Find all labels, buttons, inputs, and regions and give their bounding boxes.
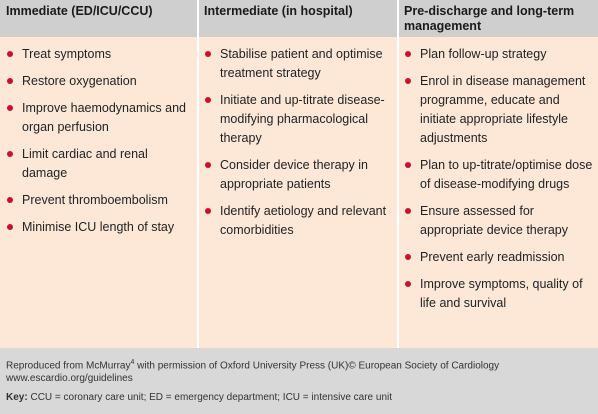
header-intermediate: Intermediate (in hospital) xyxy=(204,4,353,18)
table-footer xyxy=(0,348,598,414)
goal-list-item xyxy=(198,91,398,148)
abbreviation-key: Key: CCU = coronary care unit; ED = emergency department; ICU = intensive care unit xyxy=(6,392,393,404)
bullet-icon xyxy=(7,151,13,157)
bullet-icon xyxy=(205,51,211,57)
goal-text: Plan to up-titrate/optimise dose of disease-modifying drugs xyxy=(420,158,593,191)
column-intermediate xyxy=(198,37,398,348)
column-long-term xyxy=(398,37,598,348)
goal-text: Improve symptoms, quality of life and survival xyxy=(420,277,583,310)
bullet-icon xyxy=(7,224,13,230)
goal-list-item xyxy=(398,202,598,240)
bullet-icon xyxy=(7,78,13,84)
bullet-icon xyxy=(205,97,211,103)
table-body-row xyxy=(0,37,598,348)
goal-list-item xyxy=(0,99,198,137)
header-long-term: Pre-discharge and long-term management xyxy=(404,4,575,33)
header-immediate: Immediate (ED/ICU/CCU) xyxy=(6,4,153,18)
goal-list-item xyxy=(0,191,198,210)
goal-text: Prevent early readmission xyxy=(420,250,565,264)
goal-list-item xyxy=(198,156,398,194)
goal-text: Restore oxygenation xyxy=(22,74,137,88)
source-note: Reproduced from McMurray$^4$ with permission of Oxford University Press (UK)© European Society of Cardiology xyxy=(6,359,500,372)
goal-text: Initiate and up-titrate disease-modifying pharmacological therapy xyxy=(220,93,385,145)
column-divider xyxy=(397,0,399,348)
goal-text: Treat symptoms xyxy=(22,47,112,61)
goal-list-item xyxy=(398,45,598,64)
immediate-goals-list xyxy=(0,45,198,237)
bullet-icon xyxy=(405,51,411,57)
goal-list-item xyxy=(0,145,198,183)
column-immediate xyxy=(0,37,198,348)
goal-list-item xyxy=(198,202,398,240)
table-header-row xyxy=(0,0,598,37)
goal-text: Stabilise patient and optimise treatment strategy xyxy=(220,47,383,80)
intermediate-goals-list xyxy=(198,45,398,240)
goal-text: Minimise ICU length of stay xyxy=(22,220,175,234)
goal-text: Ensure assessed for appropriate device therapy xyxy=(420,204,569,237)
long-term-goals-list xyxy=(398,45,598,313)
bullet-icon xyxy=(405,162,411,168)
goal-list-item xyxy=(398,156,598,194)
bullet-icon xyxy=(7,51,13,57)
goal-text: Improve haemodynamics and organ perfusion xyxy=(22,101,186,134)
goal-list-item xyxy=(398,248,598,267)
bullet-icon xyxy=(405,78,411,84)
goal-list-item xyxy=(0,218,198,237)
bullet-icon xyxy=(405,254,411,260)
column-divider xyxy=(197,0,199,348)
bullet-icon xyxy=(205,208,211,214)
bullet-icon xyxy=(7,105,13,111)
source-url: www.escardio.org/guidelines xyxy=(6,373,133,385)
goal-text: Consider device therapy in appropriate patients xyxy=(220,158,368,191)
goal-text: Enrol in disease management programme, educate and initiate appropriate lifestyle adjustments xyxy=(420,74,586,145)
goal-text: Identify aetiology and relevant comorbidities xyxy=(220,204,387,237)
goal-text: Prevent thromboembolism xyxy=(22,193,168,207)
goal-list-item xyxy=(0,72,198,91)
bullet-icon xyxy=(7,197,13,203)
bullet-icon xyxy=(205,162,211,168)
goal-text: Limit cardiac and renal damage xyxy=(22,147,148,180)
goal-list-item xyxy=(398,72,598,148)
bullet-icon xyxy=(405,208,411,214)
bullet-icon xyxy=(405,281,411,287)
goal-text: Plan follow-up strategy xyxy=(420,47,547,61)
goal-list-item xyxy=(0,45,198,64)
goal-list-item xyxy=(198,45,398,83)
goal-list-item xyxy=(398,275,598,313)
